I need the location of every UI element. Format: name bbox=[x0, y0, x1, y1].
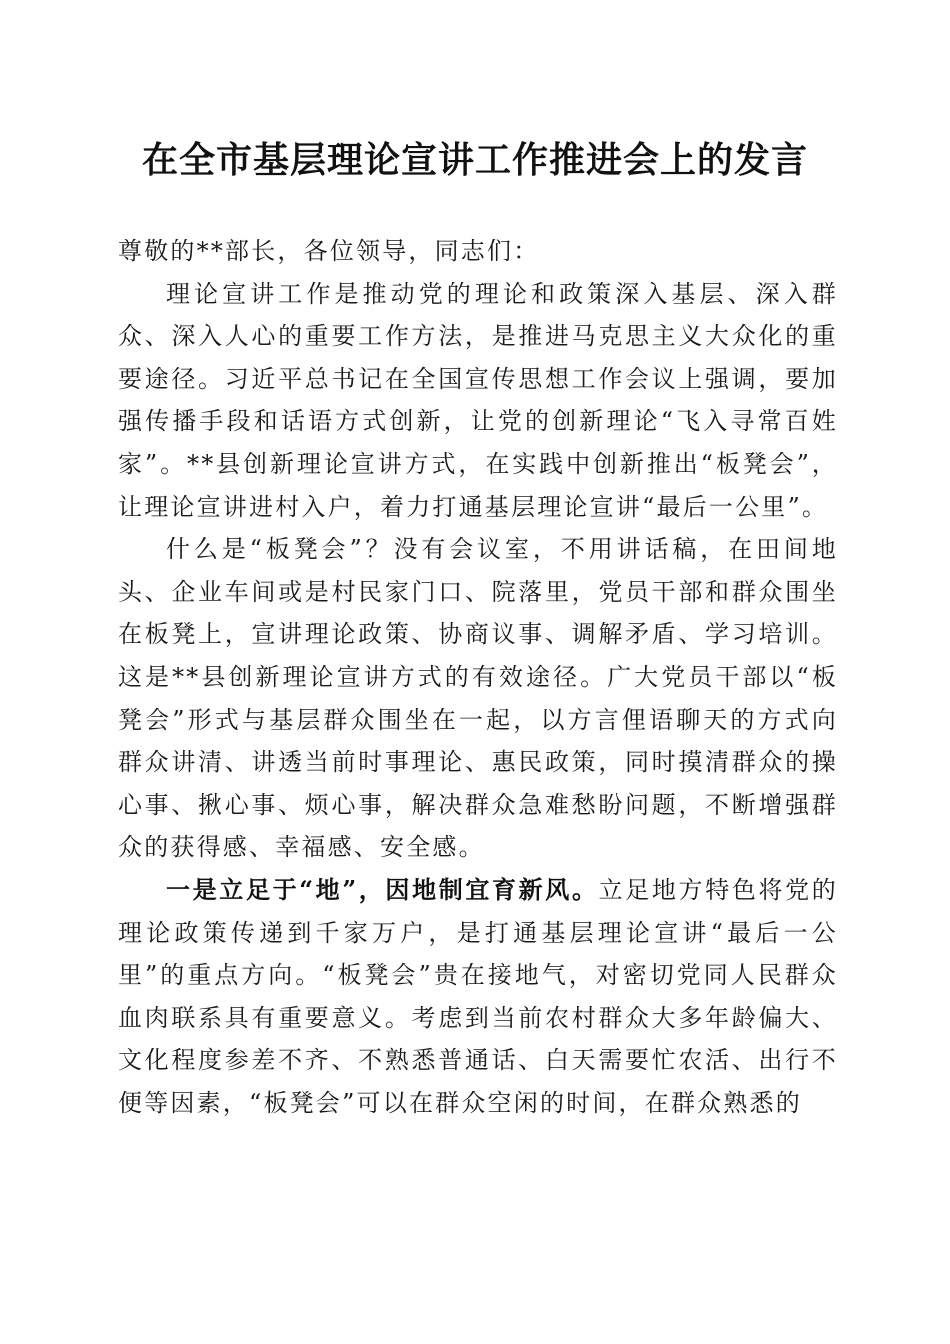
paragraph-point-one bbox=[118, 869, 838, 1125]
document-title: 在全市基层理论宣讲工作推进会上的发言 bbox=[141, 139, 808, 181]
paragraph-intro bbox=[118, 273, 838, 529]
paragraph-text: 立足地方特色将党的理论政策传递到千家万户，是打通基层理论宣讲“最后一公里”的重点方向。“板凳会”贵在接地气，对密切党同人民群众血肉联系具有重要意义。考虑到当前农村群众大多年龄偏大、文化程度参差不齐、不熟悉普通话、白天需要忙农活、出行不便等因素，“板凳会”可以在群众空闲的时间，在群众熟悉的 bbox=[118, 875, 838, 1117]
salutation: 尊敬的**部长，各位领导，同志们： bbox=[118, 237, 540, 265]
paragraph-lead-heading: 一是立足于“地”，因地制宜育新风。 bbox=[166, 874, 599, 904]
paragraph-what-is-bandeng-hui bbox=[118, 528, 838, 869]
paragraph-text: 什么是“板凳会”？没有会议室，不用讲话稿，在田间地头、企业车间或是村民家门口、院落里，党员干部和群众围坐在板凳上，宣讲理论政策、协商议事、调解矛盾、学习培训。这是**县创新理论宣讲方式的有效途径。广大党员干部以“板凳会”形式与基层群众围坐在一起，以方言俚语聊天的方式向群众讲清、讲透当前时事理论、惠民政策，同时摸清群众的操心事、揪心事、烦心事，解决群众急难愁盼问题，不断增强群众的获得感、幸福感、安全感。 bbox=[118, 535, 838, 862]
paragraph-text: 理论宣讲工作是推动党的理论和政策深入基层、深入群众、深入人心的重要工作方法，是推进马克思主义大众化的重要途径。习近平总书记在全国宣传思想工作会议上强调，要加强传播手段和话语方式创新，让党的创新理论“飞入寻常百姓家”。**县创新理论宣讲方式，在实践中创新推出“板凳会”，让理论宣讲进村入户，着力打通基层理论宣讲“最后一公里”。 bbox=[118, 279, 838, 521]
document-body bbox=[118, 230, 838, 1124]
